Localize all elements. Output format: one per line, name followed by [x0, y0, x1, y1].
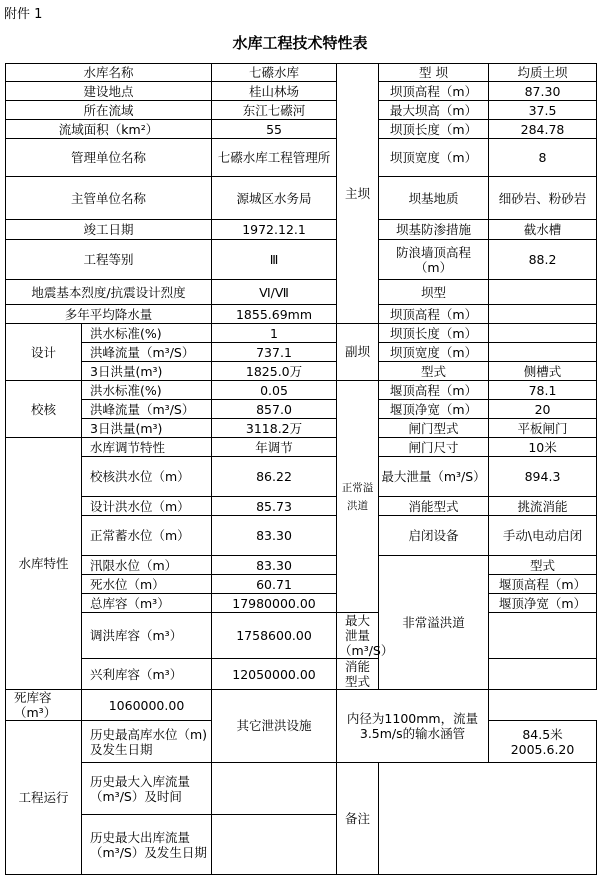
name-label: 水库名称 — [6, 64, 212, 82]
seismic-value: Ⅵ/Ⅶ — [212, 280, 337, 305]
crest-width-label: 坝顶宽度（m） — [379, 139, 489, 177]
check-flood-std-value: 0.05 — [212, 381, 337, 400]
seepage-value: 截水槽 — [489, 220, 597, 240]
hist-level-value: 84.5米 2005.6.20 — [489, 721, 597, 763]
area-value: 55 — [212, 120, 337, 139]
crest-elev-value: 87.30 — [489, 82, 597, 101]
design-level-label: 设计洪水位（m） — [82, 497, 212, 516]
ns-max-discharge-label: 最大泄量（m³/S） — [379, 457, 489, 497]
check-level-label: 校核洪水位（m） — [82, 457, 212, 497]
crest-width-value: 8 — [489, 139, 597, 177]
hist-inflow-label: 历史最大入库流量（m³/S）及时间 — [82, 763, 212, 815]
basin-value: 东江七礤河 — [212, 101, 337, 120]
design-flood-std-label: 洪水标准(%) — [82, 324, 212, 343]
dam-type-value: 均质土坝 — [489, 64, 597, 82]
mgmt-value: 七礤水库工程管理所 — [212, 139, 337, 177]
design-peak-value: 737.1 — [212, 343, 337, 362]
design-vol3d-value: 1825.0万 — [212, 362, 337, 381]
wave-wall-label: 防浪墙顶高程（m） — [379, 240, 489, 280]
es-weir-width-label: 堰顶净宽（m） — [489, 594, 597, 613]
dead-level-label: 死水位（m） — [82, 575, 212, 594]
main-dam-group: 主坝 — [337, 64, 379, 324]
check-peak-label: 洪峰流量（m³/S） — [82, 400, 212, 419]
aux-crest-elev-label: 坝顶高程（m） — [379, 305, 489, 324]
rain-value: 1855.69mm — [212, 305, 337, 324]
reservoir-spec-table — [5, 63, 597, 875]
ns-gate-size-label: 闸门尺寸 — [379, 438, 489, 457]
es-energy-value — [489, 659, 597, 690]
regulation-label: 水库调节特性 — [82, 438, 212, 457]
max-height-value: 37.5 — [489, 101, 597, 120]
ns-hoist-value: 手动\电动启闭 — [489, 516, 597, 556]
normal-spillway-group: 正常溢洪道 — [337, 381, 379, 613]
mgmt-label: 管理单位名称 — [6, 139, 212, 177]
grade-label: 工程等别 — [6, 240, 212, 280]
max-height-label: 最大坝高（m） — [379, 101, 489, 120]
es-weir-elev-label: 堰顶高程（m） — [489, 575, 597, 594]
aux-dam-type-value — [489, 280, 597, 305]
aux-crest-len-label: 坝顶长度（m） — [379, 324, 489, 343]
aux-crest-elev-value — [489, 305, 597, 324]
flood-limit-label: 汛限水位（m） — [82, 556, 212, 575]
operation-group: 工程运行 — [6, 721, 82, 875]
other-value: 内径为1100mm，流量3.5m/s的输水涵管 — [337, 690, 489, 763]
ns-gate-type-label: 闸门型式 — [379, 419, 489, 438]
useful-cap-value: 12050000.00 — [212, 659, 337, 690]
ns-weir-width-label: 堰顶净宽（m） — [379, 400, 489, 419]
authority-label: 主管单位名称 — [6, 177, 212, 220]
grade-value: Ⅲ — [212, 240, 337, 280]
ns-energy-label: 消能型式 — [379, 497, 489, 516]
es-max-discharge-label: 最大泄量（m³/S） — [337, 613, 379, 659]
location-value: 桂山林场 — [212, 82, 337, 101]
aux-dam-type-label: 坝型 — [379, 280, 489, 305]
seismic-label: 地震基本烈度/抗震设计烈度 — [6, 280, 212, 305]
design-peak-label: 洪峰流量（m³/S） — [82, 343, 212, 362]
aux-crest-width-label: 坝顶宽度（m） — [379, 343, 489, 362]
ns-weir-width-value: 20 — [489, 400, 597, 419]
regulation-value: 年调节 — [212, 438, 337, 457]
useful-cap-label: 兴利库容（m³） — [82, 659, 212, 690]
ns-max-discharge-value: 894.3 — [489, 457, 597, 497]
remarks-value — [379, 763, 597, 875]
rain-label: 多年平均降水量 — [6, 305, 212, 324]
check-vol3d-label: 3日洪量(m³) — [82, 419, 212, 438]
flood-cap-label: 调洪库容（m³） — [82, 613, 212, 659]
ns-weir-elev-value: 78.1 — [489, 381, 597, 400]
completion-value: 1972.12.1 — [212, 220, 337, 240]
check-peak-value: 857.0 — [212, 400, 337, 419]
hist-level-label: 历史最高库水位（m)及发生日期 — [82, 721, 212, 763]
check-level-value: 86.22 — [212, 457, 337, 497]
hist-inflow-value — [212, 763, 337, 815]
emergency-spillway-group: 非常溢洪道 — [379, 556, 489, 690]
flood-cap-value: 1758600.00 — [212, 613, 337, 659]
normal-level-label: 正常蓄水位（m） — [82, 516, 212, 556]
reservoir-group: 水库特性 — [6, 438, 82, 690]
foundation-label: 坝基地质 — [379, 177, 489, 220]
dead-cap-value: 1060000.00 — [82, 690, 212, 721]
flood-limit-value: 83.30 — [212, 556, 337, 575]
completion-label: 竣工日期 — [6, 220, 212, 240]
ns-weir-elev-label: 堰顶高程（m） — [379, 381, 489, 400]
design-level-value: 85.73 — [212, 497, 337, 516]
basin-label: 所在流域 — [6, 101, 212, 120]
aux-crest-width-value — [489, 343, 597, 362]
attachment-label: 附件 1 — [4, 7, 43, 22]
dead-level-value: 60.71 — [212, 575, 337, 594]
hist-outflow-value — [212, 815, 337, 875]
name-value: 七礤水库 — [212, 64, 337, 82]
ns-gate-type-value: 平板闸门 — [489, 419, 597, 438]
hist-outflow-label: 历史最大出库流量（m³/S）及发生日期 — [82, 815, 212, 875]
crest-len-value: 284.78 — [489, 120, 597, 139]
foundation-value: 细砂岩、粉砂岩 — [489, 177, 597, 220]
authority-value: 源城区水务局 — [212, 177, 337, 220]
crest-len-label: 坝顶长度（m） — [379, 120, 489, 139]
aux-dam-group: 副坝 — [337, 324, 379, 381]
check-flood-std-label: 洪水标准(%) — [82, 381, 212, 400]
ns-energy-value: 挑流消能 — [489, 497, 597, 516]
ns-type-label: 型式 — [379, 362, 489, 381]
ns-hoist-label: 启闭设备 — [379, 516, 489, 556]
design-group: 设计 — [6, 324, 82, 381]
wave-wall-value: 88.2 — [489, 240, 597, 280]
other-group: 其它泄洪设施 — [212, 690, 337, 763]
page-title: 水库工程技术特性表 — [232, 34, 368, 52]
es-type-label: 型式 — [489, 556, 597, 575]
design-flood-std-value: 1 — [212, 324, 337, 343]
normal-level-value: 83.30 — [212, 516, 337, 556]
total-cap-label: 总库容（m³） — [82, 594, 212, 613]
aux-crest-len-value — [489, 324, 597, 343]
check-vol3d-value: 3118.2万 — [212, 419, 337, 438]
crest-elev-label: 坝顶高程（m） — [379, 82, 489, 101]
remarks-label: 备注 — [337, 763, 379, 875]
dam-type-label: 型 坝 — [379, 64, 489, 82]
ns-gate-size-value: 10米 — [489, 438, 597, 457]
seepage-label: 坝基防渗措施 — [379, 220, 489, 240]
ns-type-value: 侧槽式 — [489, 362, 597, 381]
design-vol3d-label: 3日洪量(m³) — [82, 362, 212, 381]
check-group: 校核 — [6, 381, 82, 438]
es-max-discharge-value — [489, 613, 597, 659]
total-cap-value: 17980000.00 — [212, 594, 337, 613]
location-label: 建设地点 — [6, 82, 212, 101]
dead-cap-label: 死库容（m³） — [6, 690, 82, 721]
es-energy-label: 消能型式 — [337, 659, 379, 690]
area-label: 流域面积（km²） — [6, 120, 212, 139]
